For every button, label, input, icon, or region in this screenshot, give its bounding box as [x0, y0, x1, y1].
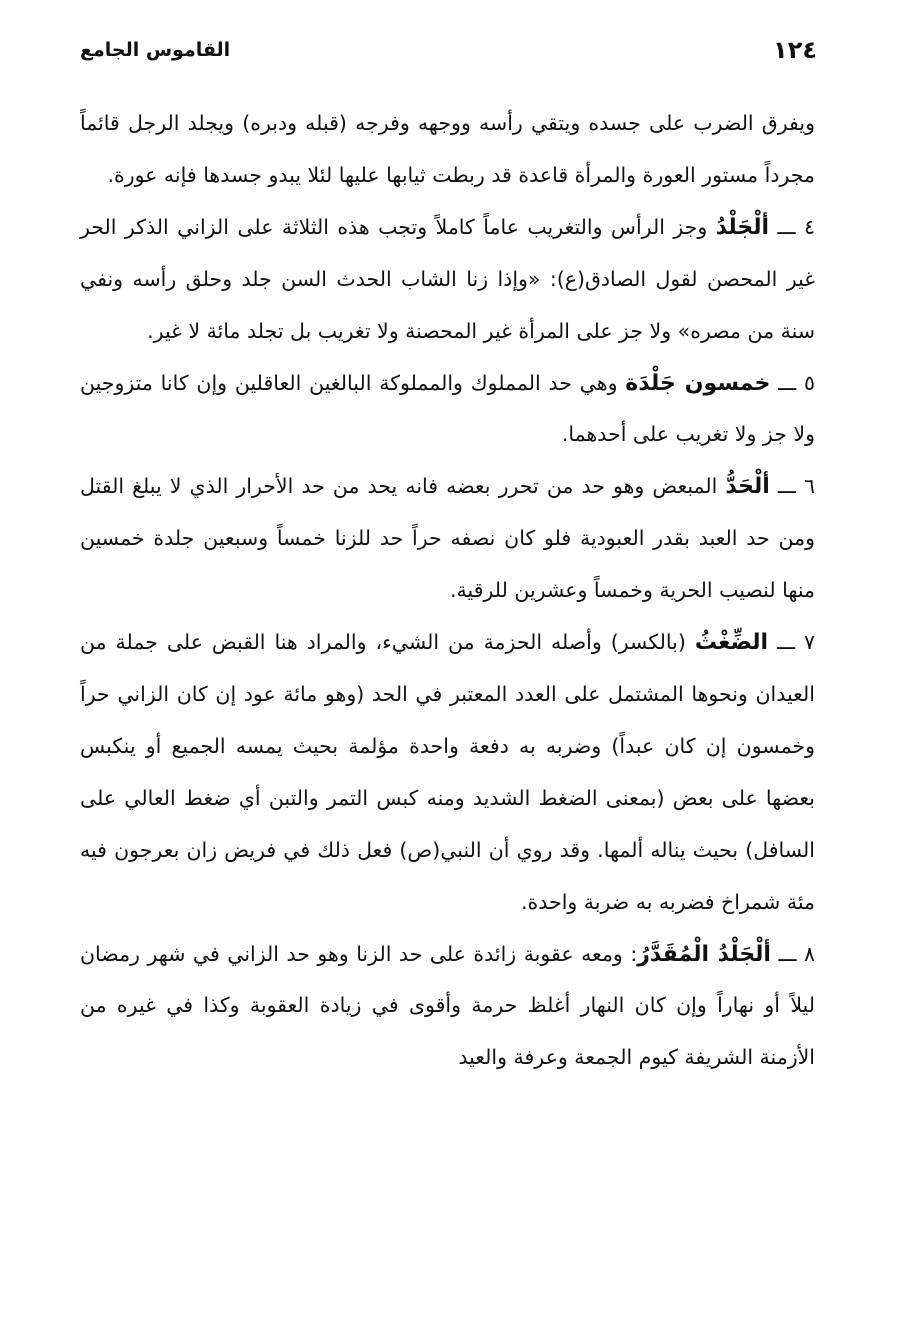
entry-number: ٨ ـــ: [770, 941, 815, 966]
entry-number: ٦ ـــ: [769, 474, 815, 499]
entry-headword: ألْجَلْدُ: [715, 214, 770, 240]
paragraph-text: ويفرق الضرب على جسده ويتقي رأسه ووجهه وفرجه (قبله ودبره) ويجلد الرجل قائماً مجرداً مستور العورة والمرأة قاعدة قد ربطت ثيابها عليها لئلا يبدو جسدها فإنه عورة.: [80, 111, 815, 187]
entry-8: [80, 929, 815, 1085]
paragraph-text: وجز الرأس والتغريب عاماً كاملاً وتجب هذه الثلاثة على الزاني الذكر الحر غير المحصن لقول الصادق(ع): «وإذا زنا الشاب الحدث السن جلد وحلق رأسه ونفي سنة من مصره» ولا جز على المرأة غير المحصنة ولا تغريب بل تجلد مائة لا غير.: [80, 214, 815, 343]
entry-number: ٧ ـــ: [768, 630, 815, 655]
page-number: ١٢٤: [773, 36, 817, 64]
paragraph-continuation: [80, 98, 815, 202]
entry-4: [80, 202, 815, 358]
page-header: [80, 30, 817, 70]
body-text: [80, 98, 815, 1084]
entry-headword: ألْجَلْدُ الْمُقَدَّرُ: [637, 941, 771, 967]
paragraph-text: : ومعه عقوبة زائدة على حد الزنا وهو حد الزاني في شهر رمضان ليلاً أو نهاراً وإن كان النهار أغلظ حرمة وأقوى في زيادة العقوبة وكذا في غيره من الأزمنة الشريفة كيوم الجمعة وعرفة والعيد: [80, 941, 815, 1070]
entry-6: [80, 461, 815, 617]
paragraph-text: وهي حد المملوك والمملوكة البالغين العاقلين وإن كانا متزوجين ولا جز ولا تغريب على أحدهما.: [80, 370, 815, 447]
entry-7: [80, 617, 815, 928]
paragraph-text: (بالكسر) وأصله الحزمة من الشيء، والمراد هنا القبض على جملة من العيدان ونحوها المشتمل على العدد المعتبر في الحد (وهو مائة عود إن كان الزاني حراً وخمسون إن كان عبداً) وضربه به دفعة واحدة مؤلمة بحيث يمسه الجميع أو ينكبس بعضها على بعض (بمعنى الضغط الشديد ومنه كبس التمر والتبن أي ضغط العالي على السافل) بحيث يناله ألمها. وقد روي أن النبي(ص) فعل ذلك في فريض زان بعرجون فيه مئة شمراخ فضربه به ضربة واحدة.: [80, 630, 815, 914]
paragraph-text: المبعض وهو حد من تحرر بعضه فانه يحد من حد الأحرار الذي لا يبلغ القتل ومن حد العبد بقدر العبودية فلو كان نصفه حراً حد للزنا خمساً وسبعين جلدة خمسين منها لنصيب الحرية وخمساً وعشرين للرقية.: [80, 474, 815, 603]
entry-5: [80, 358, 815, 462]
entry-headword: ألْحَدُّ: [725, 474, 770, 500]
entry-number: ٤ ـــ: [769, 214, 815, 239]
entry-number: ٥ ـــ: [770, 370, 815, 395]
running-title: القاموس الجامع: [80, 39, 231, 61]
entry-headword: الضِّغْثُ: [694, 630, 769, 656]
entry-headword: خمسون جَلْدَة: [625, 370, 771, 396]
